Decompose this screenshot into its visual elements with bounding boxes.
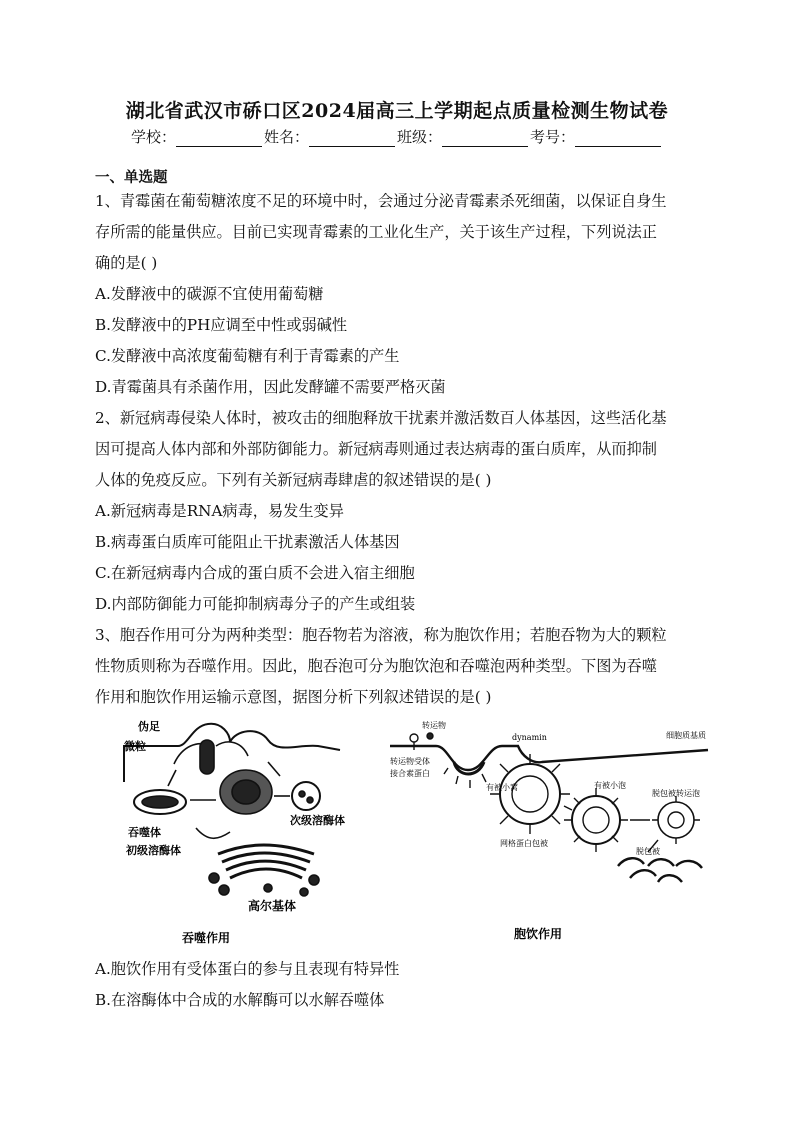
document-title: 湖北省武汉市硚口区2024届高三上学期起点质量检测生物试卷	[125, 100, 669, 122]
school-blank[interactable]	[176, 130, 262, 147]
label-secondary-lysosome: 次级溶酶体	[290, 814, 345, 827]
phagocytosis-panel	[124, 724, 340, 896]
particle-shape	[200, 740, 214, 774]
question-1-option-d: D.青霉菌具有杀菌作用，因此发酵罐不需要严格灭菌	[95, 378, 446, 396]
question-2-option-d: D.内部防御能力可能抑制病毒分子的产生或组装	[95, 595, 416, 613]
caption-pinocytosis: 胞饮作用	[514, 927, 563, 941]
label-uncoat: 脱包被	[636, 847, 660, 856]
caption-phagocytosis: 吞噬作用	[182, 931, 231, 945]
question-3-option-b: B.在溶酶体中合成的水解酶可以水解吞噬体	[95, 991, 385, 1009]
label-primary-lysosome: 初级溶酶体	[126, 844, 181, 857]
label-coated-vesicle: 有被小泡	[594, 781, 626, 790]
exam-number-blank[interactable]	[575, 130, 661, 147]
question-3-stem-line: 作用和胞饮作用运输示意图，据图分析下列叙述错误的是( )	[95, 688, 492, 706]
name-field[interactable]	[264, 126, 397, 147]
label-clathrin-coat: 网格蛋白包被	[500, 839, 548, 848]
label-cargo: 转运物	[422, 721, 446, 730]
school-field[interactable]	[131, 126, 264, 147]
question-3-stem-line: 性物质则称为吞噬作用。因此，胞吞泡可分为胞饮泡和吞噬泡两种类型。下图为吞噬	[95, 657, 657, 675]
golgi-shape	[218, 845, 314, 878]
label-golgi: 高尔基体	[248, 899, 297, 913]
question-1-option-a: A.发酵液中的碳源不宜使用葡萄糖	[95, 285, 324, 303]
section-heading: 一、单选题	[95, 169, 168, 186]
endocytosis-diagram	[118, 716, 714, 948]
question-1-stem-line: 1、青霉菌在葡萄糖浓度不足的环境中时，会通过分泌青霉素杀死细菌，以保证自身生	[95, 192, 667, 210]
question-2-option-b: B.病毒蛋白质库可能阻止干扰素激活人体基因	[95, 533, 400, 551]
coated-vesicle-shape	[564, 788, 628, 852]
question-1-stem-line: 确的是( )	[95, 254, 158, 272]
question-3-option-a: A.胞饮作用有受体蛋白的参与且表现有特异性	[95, 960, 400, 978]
budding-vesicle-shape	[490, 754, 570, 834]
class-label: 班级：	[397, 128, 443, 146]
class-blank[interactable]	[442, 130, 528, 147]
class-field[interactable]	[397, 126, 530, 147]
label-coated-pit: 有被小窝	[486, 783, 518, 792]
question-1-stem-line: 存所需的能量供应。目前已实现青霉素的工业化生产，关于该生产过程，下列说法正	[95, 223, 657, 241]
question-2-stem-line: 因可提高人体内部和外部防御能力。新冠病毒则通过表达病毒的蛋白质库，从而抑制	[95, 440, 657, 458]
student-info-row	[0, 126, 794, 147]
name-label: 姓名：	[263, 128, 309, 146]
residual-body-shape	[292, 782, 320, 810]
question-2-option-a: A.新冠病毒是RNA病毒，易发生变异	[95, 502, 344, 520]
label-uncoated-vesicle: 脱包被转运泡	[652, 789, 700, 798]
question-1-option-c: C.发酵液中高浓度葡萄糖有利于青霉素的产生	[95, 347, 400, 365]
uncoated-vesicle-shape	[652, 796, 700, 844]
pinocytosis-panel	[390, 733, 708, 882]
question-2-stem-line: 人体的免疫反应。下列有关新冠病毒肆虐的叙述错误的是( )	[95, 471, 492, 489]
label-adaptor: 接合素蛋白	[390, 769, 430, 778]
question-1-option-b: B.发酵液中的PH应调至中性或弱碱性	[95, 316, 348, 334]
label-dynamin: dynamin	[512, 733, 547, 742]
label-cytoplasmic-matrix: 细胞质基质	[666, 731, 706, 740]
name-blank[interactable]	[309, 130, 395, 147]
endocytosis-figure	[118, 716, 714, 948]
exam-number-label: 考号：	[530, 128, 576, 146]
question-3-options	[95, 954, 699, 1016]
label-particle: 微粒	[124, 740, 146, 753]
school-label: 学校：	[130, 128, 176, 146]
label-pseudopod: 伪足	[138, 720, 160, 733]
question-2-stem-line: 2、新冠病毒侵染人体时，被攻击的细胞释放干扰素并激活数百人体基因，这些活化基	[95, 409, 667, 427]
exam-number-field[interactable]	[530, 126, 663, 147]
label-receptor: 转运物受体	[390, 757, 430, 766]
label-phagosome: 吞噬体	[128, 826, 161, 839]
question-2-option-c: C.在新冠病毒内合成的蛋白质不会进入宿主细胞	[95, 564, 415, 582]
question-3-stem-line: 3、胞吞作用可分为两种类型：胞吞物若为溶液，称为胞饮作用；若胞吞物为大的颗粒	[95, 626, 667, 644]
questions-body	[95, 186, 699, 713]
